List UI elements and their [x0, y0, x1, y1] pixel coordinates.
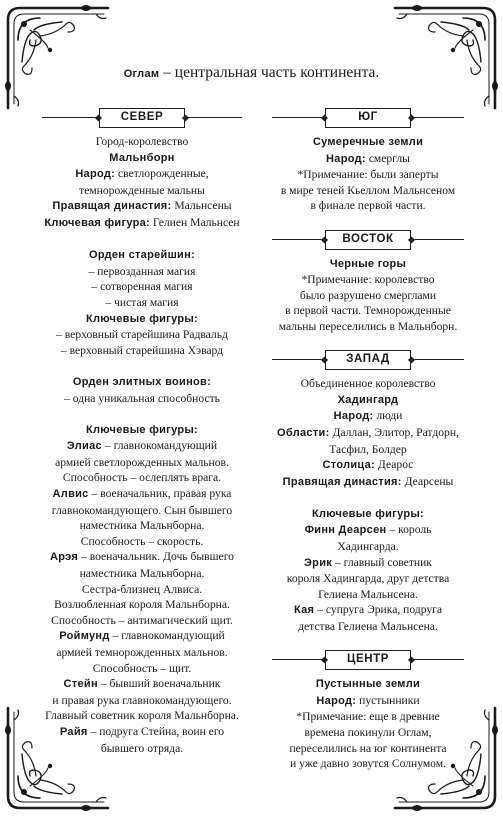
- line-text: – верховный старейшина Радвальд: [56, 328, 228, 342]
- text-line: [32, 645, 252, 661]
- right-column: [262, 108, 474, 772]
- text-line: [262, 134, 474, 151]
- section-header-east: [262, 230, 474, 250]
- bold-term: Ключевые фигуры:: [85, 423, 199, 436]
- text-line: [32, 693, 252, 709]
- text-line: [32, 534, 252, 550]
- line-text: *Примечание: еще в древние: [296, 710, 440, 724]
- text-line: [262, 376, 474, 392]
- line-text: детства Гелиена Мальнсена.: [298, 620, 438, 634]
- header-label: ЗАПАД: [346, 353, 390, 366]
- text-line: [262, 408, 474, 425]
- text-line: [262, 555, 474, 572]
- bold-term: Ключевая фигура:: [44, 216, 151, 229]
- line-text: Способность – щит.: [92, 661, 192, 675]
- line-text: наместника Мальнборна.: [79, 567, 205, 581]
- bold-term: Области:: [277, 426, 330, 439]
- section-header-west: [262, 350, 474, 370]
- line-text: темнорожденные мальны: [79, 183, 205, 197]
- bold-term: Правящая династия:: [52, 200, 172, 213]
- text-line: [32, 327, 252, 343]
- header-label: ЮГ: [358, 111, 378, 124]
- line-text: смерглы: [365, 151, 410, 165]
- text-line: [32, 295, 252, 311]
- text-line: [32, 582, 252, 598]
- line-text: Гелиен Мальнсен: [150, 215, 240, 229]
- text-line: [32, 391, 252, 407]
- text-line: [32, 486, 252, 503]
- line-text: Сестра-близнец Алвиса.: [81, 582, 203, 596]
- text-line: [32, 247, 252, 264]
- bold-term: Стейн: [63, 678, 98, 691]
- line-text: – главный советник: [332, 555, 432, 569]
- text-line: [32, 724, 252, 741]
- bold-term: Ключевые фигуры:: [311, 507, 425, 520]
- line-text: Деарос: [375, 458, 414, 472]
- text-line: [262, 506, 474, 523]
- bold-term: Кая: [293, 604, 315, 617]
- bold-term: Роймунд: [59, 630, 110, 643]
- page-title: [0, 64, 503, 82]
- text-line: [262, 288, 474, 304]
- line-text: бывшего отряда.: [100, 741, 184, 755]
- text-line: [262, 319, 474, 335]
- text-line: [32, 741, 252, 757]
- line-text: – супруга Эрика, подруга: [314, 603, 443, 617]
- line-text: Главный советник короля Мальнборна.: [45, 709, 239, 723]
- text-line: [262, 151, 474, 168]
- text-line: [32, 311, 252, 328]
- line-text: короля Хадингарда, друг детства: [286, 572, 450, 586]
- title-bold: Оглам: [123, 68, 160, 80]
- line-text: переселились на юг континента: [289, 741, 447, 755]
- left-column: [32, 108, 252, 756]
- line-text: – военачальник. Дочь бывшего: [78, 550, 234, 564]
- section-east: [262, 230, 474, 335]
- text-line: [262, 522, 474, 539]
- text-line: [262, 602, 474, 619]
- line-text: Объединенное королевство: [300, 377, 436, 391]
- line-text: и уже давно зовутся Солнумом.: [290, 757, 446, 771]
- spacer: [32, 406, 252, 422]
- line-text: – верховный старейшина Хэвард: [60, 343, 224, 357]
- line-text: Мальнсены: [171, 199, 232, 213]
- text-line: [32, 708, 252, 724]
- text-line: [32, 503, 252, 519]
- line-text: Способность – антимагический щит.: [51, 613, 233, 627]
- line-text: – король: [386, 523, 432, 537]
- text-line: [32, 438, 252, 455]
- text-line: [32, 566, 252, 582]
- text-line: [262, 167, 474, 183]
- line-text: – подруга Стейна, воин его: [87, 724, 225, 738]
- bold-term: Столица:: [322, 459, 376, 472]
- line-text: *Примечание: королевство: [301, 273, 435, 287]
- text-line: [32, 676, 252, 693]
- text-line: [32, 455, 252, 471]
- bold-term: Эрик: [304, 556, 333, 569]
- line-text: – первозданная магия: [88, 264, 196, 278]
- bold-term: Элиас: [66, 440, 102, 453]
- line-text: главнокомандующего. Сын бывшего: [51, 503, 233, 517]
- bold-term: Народ:: [326, 152, 366, 165]
- text-line: [262, 457, 474, 474]
- text-line: [262, 272, 474, 288]
- line-text: Возлюбленная короля Мальнборна.: [54, 598, 230, 612]
- text-line: [32, 150, 252, 167]
- text-line: [32, 661, 252, 677]
- line-text: времена покинули Оглам,: [304, 726, 432, 739]
- text-line: [262, 676, 474, 693]
- line-text: в первой части. Темнорожденные: [285, 304, 451, 318]
- text-line: [262, 693, 474, 710]
- bold-term: Мальнборн: [109, 151, 175, 164]
- line-text: Город-королевство: [95, 135, 189, 148]
- line-text: Тасфил, Болдер: [329, 442, 407, 456]
- text-line: [262, 709, 474, 725]
- bold-term: Алвис: [52, 488, 89, 501]
- spacer: [32, 358, 252, 374]
- header-label: СЕВЕР: [120, 111, 164, 124]
- text-line: [32, 518, 252, 534]
- text-line: [32, 613, 252, 629]
- line-text: – главнокомандующий: [101, 439, 218, 453]
- line-text: было разрушено смерглами: [299, 288, 437, 302]
- text-line: [32, 422, 252, 439]
- text-line: [32, 198, 252, 215]
- line-text: – чистая магия: [105, 295, 179, 309]
- text-line: [262, 442, 474, 458]
- text-line: [32, 628, 252, 645]
- bold-term: Райя: [59, 725, 88, 738]
- header-box: [325, 230, 411, 250]
- bold-term: Народ:: [316, 694, 357, 707]
- line-text: Хадингарда.: [337, 540, 399, 554]
- line-text: Даллан, Элитор, Ратдорн,: [329, 425, 459, 439]
- text-line: [262, 392, 474, 409]
- line-text: в мире теней Кьеллом Мальнсеном: [280, 183, 456, 197]
- text-line: [262, 571, 474, 587]
- line-text: люди: [373, 409, 403, 423]
- text-line: [32, 134, 252, 150]
- header-box: [325, 650, 411, 670]
- bold-term: Ключевые фигуры:: [85, 312, 199, 325]
- text-line: [262, 425, 474, 442]
- section-header-south: [262, 108, 474, 128]
- text-line: [32, 374, 252, 391]
- section-south: [262, 108, 474, 214]
- line-text: в финале первой части.: [310, 199, 426, 213]
- line-text: Деарсены: [401, 474, 454, 488]
- header-box: [325, 108, 411, 128]
- bold-term: Орден элитных воинов:: [72, 375, 212, 388]
- bold-term: Орден старейшин:: [88, 249, 196, 262]
- bold-term: Народ:: [333, 410, 374, 423]
- header-label: ВОСТОК: [342, 232, 394, 245]
- bold-term: Черные горы: [329, 257, 407, 270]
- text-line: [32, 597, 252, 613]
- section-west: [262, 350, 474, 635]
- bold-term: Народ:: [75, 168, 116, 181]
- title-rest: – центральная часть континента.: [159, 64, 380, 81]
- text-line: [32, 343, 252, 359]
- text-line: [262, 539, 474, 555]
- section-center: [262, 650, 474, 772]
- text-line: [262, 756, 474, 772]
- line-text: – сотворенная магия: [91, 280, 193, 294]
- text-line: [262, 587, 474, 603]
- bold-term: Пустынные земли: [315, 678, 421, 691]
- bold-term: Хадингард: [337, 393, 399, 406]
- line-text: армией светлорожденных мальнов.: [55, 455, 229, 469]
- bold-term: Арэя: [50, 551, 79, 564]
- text-line: [32, 215, 252, 232]
- corner-ornament-top-left: [0, 0, 110, 110]
- header-label: ЦЕНТР: [346, 653, 390, 666]
- section-header-center: [262, 650, 474, 670]
- line-text: и правая рука главнокомандующего.: [52, 693, 232, 707]
- text-line: [262, 619, 474, 635]
- bold-term: Правящая династия:: [282, 475, 402, 488]
- text-line: [32, 470, 252, 486]
- text-line: [262, 256, 474, 273]
- text-line: [32, 166, 252, 183]
- text-line: [32, 279, 252, 295]
- text-line: [32, 264, 252, 280]
- line-text: *Примечание: были заперты: [297, 168, 439, 182]
- section-header-north: [32, 108, 252, 128]
- corner-ornament-top-right: [393, 0, 503, 110]
- line-text: Способность – ослеплять врага.: [62, 471, 222, 485]
- text-line: [262, 474, 474, 491]
- header-box: [99, 108, 185, 128]
- section-north: [32, 108, 252, 756]
- line-text: армией темнорожденных мальнов.: [56, 646, 228, 659]
- bold-term: Финн Деарсен: [304, 524, 387, 537]
- text-line: [32, 183, 252, 199]
- line-text: светлорожденные,: [115, 167, 209, 181]
- header-box: [325, 350, 411, 370]
- text-line: [32, 549, 252, 566]
- line-text: наместника Мальнборна.: [79, 519, 205, 533]
- line-text: Гелиена Мальнсена.: [318, 587, 418, 601]
- spacer: [262, 490, 474, 506]
- line-text: мальны переселились в Мальнборн.: [278, 319, 458, 333]
- spacer: [32, 232, 252, 248]
- line-text: – одна уникальная способность: [64, 391, 220, 405]
- line-text: – бывший военачальник: [97, 677, 221, 691]
- line-text: – военачальник, правая рука: [88, 487, 232, 501]
- text-line: [262, 198, 474, 214]
- bold-term: Сумеречные земли: [312, 136, 424, 148]
- text-line: [262, 741, 474, 757]
- line-text: – главнокомандующий: [109, 629, 225, 643]
- text-line: [262, 725, 474, 741]
- line-text: пустынники: [356, 693, 420, 707]
- text-line: [262, 183, 474, 199]
- text-line: [262, 303, 474, 319]
- line-text: Способность – скорость.: [80, 534, 204, 548]
